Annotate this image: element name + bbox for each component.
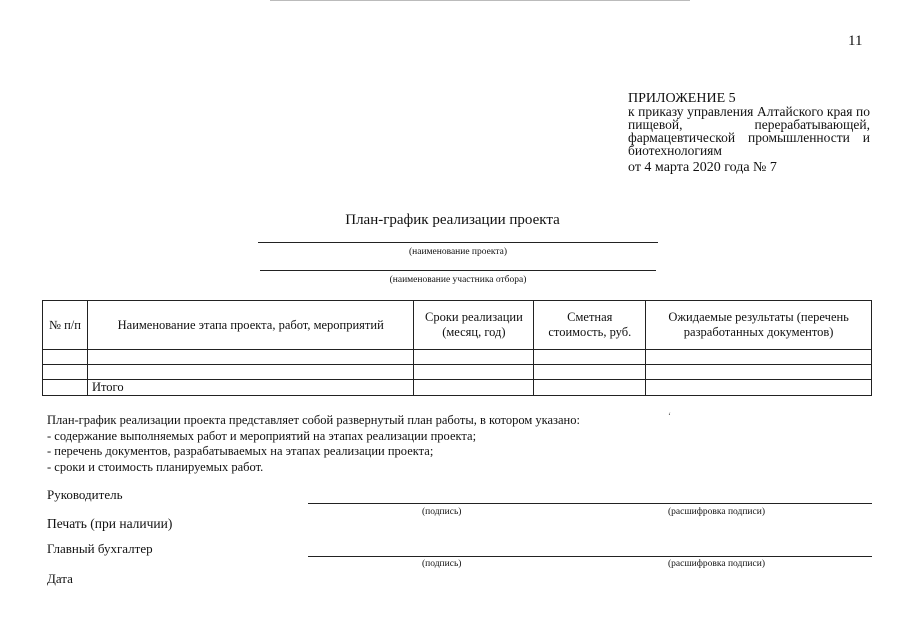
project-name-line (258, 242, 658, 243)
schedule-table (42, 300, 872, 396)
page-number: 11 (848, 33, 863, 49)
appendix-date: от 4 марта 2020 года № 7 (628, 160, 777, 175)
header-deadlines: Сроки реализации (месяц, год) (414, 301, 534, 350)
project-name-hint: (наименование проекта) (408, 247, 507, 257)
seal-label: Печать (при наличии) (47, 516, 173, 531)
header-expected-results: Ожидаемые результаты (перечень разработанных документов) (646, 301, 872, 350)
accountant-signature-hint: (подпись) (422, 559, 462, 569)
description-item: - сроки и стоимость планируемых работ. (47, 459, 264, 474)
head-label: Руководитель (47, 487, 123, 502)
table-header-row (43, 301, 872, 350)
table-row (43, 350, 872, 365)
participant-hint: (наименование участника отбора) (389, 275, 527, 285)
description-item: - содержание выполняемых работ и мероприятий на этапах реализации проекта; (47, 428, 477, 443)
accountant-decoding-hint: (расшифровка подписи) (668, 559, 765, 569)
accountant-signature-line (308, 556, 872, 557)
head-signature-hint: (подпись) (422, 507, 462, 517)
appendix-body: к приказу управления Алтайского края по пищевой, перерабатывающей, фармацевтической промышленности и биотехнологиям (628, 104, 870, 158)
description-item: - перечень документов, разрабатываемых на этапах реализации проекта; (47, 444, 434, 458)
table-row-total (43, 380, 872, 396)
description-block (47, 413, 580, 475)
appendix-block (628, 92, 870, 174)
accountant-label: Главный бухгалтер (47, 541, 153, 556)
table-row (43, 365, 872, 380)
date-label: Дата (47, 571, 73, 586)
participant-line (260, 270, 656, 271)
header-stage-name: Наименование этапа проекта, работ, мероприятий (87, 301, 414, 350)
total-label: Итого (87, 380, 414, 396)
head-decoding-hint: (расшифровка подписи) (668, 507, 765, 517)
document-title: План-график реализации проекта (345, 212, 560, 228)
description-intro: План-график реализации проекта представляет собой развернутый план работы, в котором указано: (47, 413, 580, 427)
header-number: № п/п (43, 301, 88, 350)
scan-artifact (270, 0, 690, 1)
head-signature-line (308, 503, 872, 504)
appendix-title: ПРИЛОЖЕНИЕ 5 (628, 91, 736, 106)
header-estimated-cost: Сметная стоимость, руб. (534, 301, 646, 350)
scan-artifact: ʻ (668, 411, 671, 421)
